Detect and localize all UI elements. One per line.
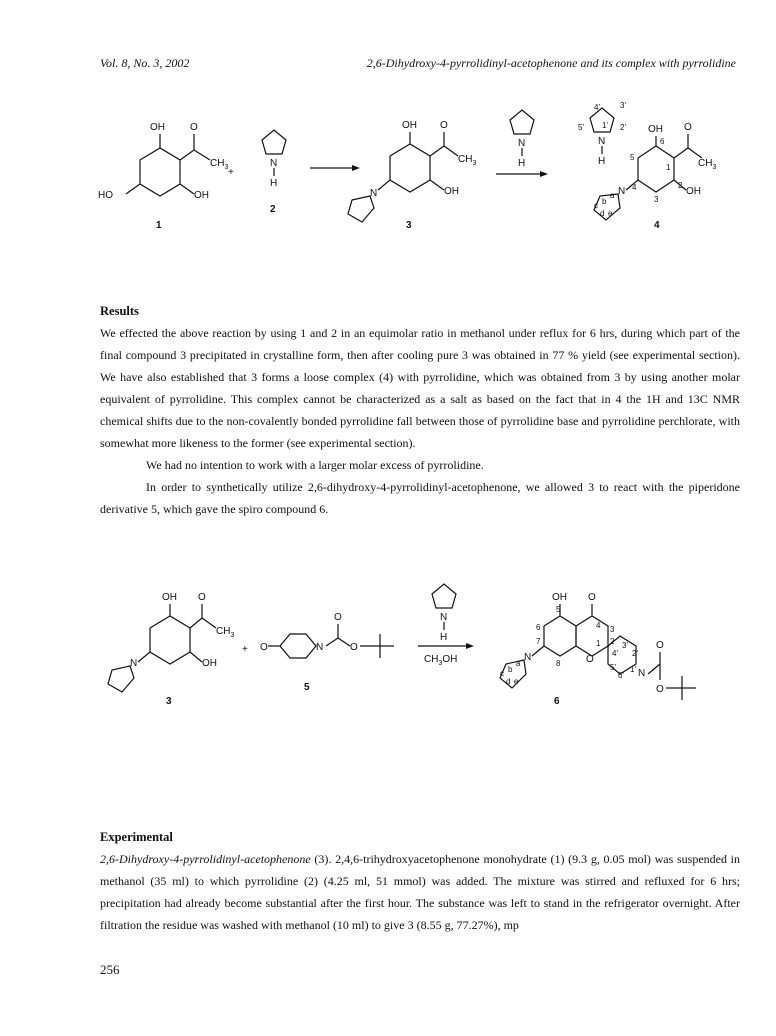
compound-6-structure bbox=[500, 592, 696, 707]
svg-text:7: 7 bbox=[536, 637, 541, 646]
svg-text:O: O bbox=[656, 684, 664, 695]
svg-text:3: 3 bbox=[610, 625, 615, 634]
compound-3-structure bbox=[348, 120, 476, 231]
scheme2-compound-3-structure bbox=[108, 592, 234, 707]
compound-label-1: 1 bbox=[156, 220, 162, 231]
page-number: 256 bbox=[100, 962, 120, 977]
svg-text:CH3OH: $CH_3OH$ bbox=[424, 654, 458, 667]
compound-4-structure bbox=[578, 101, 716, 231]
svg-text:2: 2 bbox=[610, 637, 615, 646]
running-header-right: 2,6-Dihydroxy-4-pyrrolidinyl-acetophenone and its complex with pyrrolidine bbox=[366, 56, 736, 70]
svg-text:OH: OH bbox=[686, 186, 701, 197]
svg-text:N: N bbox=[518, 138, 526, 149]
svg-text:OH: OH bbox=[402, 120, 417, 131]
reaction-scheme-1 bbox=[90, 100, 730, 240]
svg-text:CH3: $CH_3$ bbox=[210, 158, 229, 171]
svg-text:3': 3' bbox=[620, 101, 626, 110]
running-header-left: Vol. 8, No. 3, 2002 bbox=[100, 56, 190, 70]
svg-text:O: O bbox=[586, 654, 594, 665]
svg-text:O: O bbox=[334, 612, 342, 623]
scheme2-pyrrolidine-reagent bbox=[432, 584, 456, 643]
svg-text:N: N bbox=[130, 658, 138, 669]
svg-text:1': 1' bbox=[602, 121, 608, 130]
svg-text:b: b bbox=[602, 197, 607, 206]
svg-text:HO: HO bbox=[98, 190, 113, 201]
svg-text:O: O bbox=[684, 122, 692, 133]
svg-text:4: 4 bbox=[632, 183, 637, 192]
svg-text:4': 4' bbox=[612, 649, 618, 658]
svg-text:CH3: $CH_3$ bbox=[458, 154, 477, 167]
svg-text:+: + bbox=[242, 644, 248, 655]
svg-text:8: 8 bbox=[556, 659, 561, 668]
experimental-paragraph bbox=[100, 848, 740, 936]
svg-text:O: O bbox=[350, 642, 358, 653]
svg-text:N: N bbox=[370, 188, 378, 199]
results-section bbox=[100, 300, 740, 520]
results-paragraph-3: In order to synthetically utilize 2,6-dihydroxy-4-pyrrolidinyl-acetophenone, we allowed 3 to react with the piperidone derivative 5, which gave the spiro compound 6. bbox=[100, 480, 740, 516]
svg-text:+: + bbox=[228, 167, 234, 178]
svg-text:O: O bbox=[588, 592, 596, 603]
svg-text:H: H bbox=[598, 156, 606, 167]
svg-text:N: N bbox=[524, 652, 532, 663]
svg-text:N: N bbox=[270, 158, 278, 169]
svg-text:3: 3 bbox=[654, 195, 659, 204]
svg-text:5: 5 bbox=[556, 605, 561, 614]
svg-text:3': 3' bbox=[622, 641, 628, 650]
svg-text:5': 5' bbox=[578, 123, 584, 132]
svg-text:H: H bbox=[270, 178, 278, 189]
experimental-compound-title: 2,6-Dihydroxy-4-pyrrolidinyl-acetophenone bbox=[100, 852, 311, 866]
compound-label-4: 4 bbox=[654, 220, 660, 231]
svg-text:e: e bbox=[514, 677, 519, 686]
svg-text:O: O bbox=[440, 120, 448, 131]
scheme2-label-5: 5 bbox=[304, 682, 310, 693]
compound-2-structure bbox=[262, 130, 286, 215]
compound-5-structure bbox=[260, 612, 394, 693]
compound-label-2: 2 bbox=[270, 204, 276, 215]
experimental-heading: Experimental bbox=[100, 830, 173, 844]
svg-text:1: 1 bbox=[666, 163, 671, 172]
svg-text:H: H bbox=[440, 632, 448, 643]
svg-text:a: a bbox=[610, 191, 615, 200]
svg-text:O: O bbox=[198, 592, 206, 603]
svg-text:6: 6 bbox=[536, 623, 541, 632]
svg-text:c: c bbox=[594, 201, 598, 210]
svg-text:CH3: $CH_3$ bbox=[216, 626, 235, 639]
svg-text:a: a bbox=[516, 659, 521, 668]
svg-text:OH: OH bbox=[150, 122, 165, 133]
svg-text:OH: OH bbox=[162, 592, 177, 603]
svg-text:CH3: $CH_3$ bbox=[698, 158, 717, 171]
svg-text:5: 5 bbox=[630, 153, 635, 162]
svg-text:4': 4' bbox=[594, 103, 600, 112]
svg-text:2': 2' bbox=[620, 123, 626, 132]
svg-text:1: 1 bbox=[596, 639, 601, 648]
svg-text:e: e bbox=[608, 209, 613, 218]
scheme2-label-3: 3 bbox=[166, 696, 172, 707]
reaction-scheme-2 bbox=[90, 580, 730, 720]
results-paragraph-2: We had no intention to work with a larger molar excess of pyrrolidine. bbox=[146, 458, 484, 472]
svg-text:O: O bbox=[260, 642, 268, 653]
results-paragraph-1: We effected the above reaction by using 1 and 2 in an equimolar ratio in methanol under reflux for 6 hrs, during which part of the final compound 3 precipitated in crystalline form, then after cooling pure 3 was obtained in 77 % yield (see experimental section). We have also established that 3 forms a loose complex (4) with pyrrolidine, which was obtained from 3 by using another molar equivalent of pyrrolidine. This complex cannot be characterized as a salt as based on the fact that in 4 the 1H and 13C NMR chemical shifts due to the non-covalently bonded pyrrolidine fall between those of pyrrolidine base and pyrrolidine perchlorate, with somewhat more likeness to the former (see experimental section). bbox=[100, 326, 740, 450]
svg-text:N: N bbox=[440, 612, 448, 623]
svg-text:N: N bbox=[598, 136, 606, 147]
svg-text:d: d bbox=[506, 677, 511, 686]
svg-text:6': 6' bbox=[618, 671, 624, 680]
svg-text:4: 4 bbox=[596, 621, 601, 630]
svg-text:1': 1' bbox=[630, 665, 636, 674]
svg-text:N: N bbox=[316, 642, 324, 653]
svg-text:OH: OH bbox=[194, 190, 209, 201]
svg-text:H: H bbox=[518, 158, 526, 169]
svg-text:OH: OH bbox=[648, 124, 663, 135]
experimental-section bbox=[100, 826, 740, 936]
results-heading: Results bbox=[100, 304, 139, 318]
compound-label-3: 3 bbox=[406, 220, 412, 231]
pyrrolidine-reagent bbox=[510, 110, 534, 169]
svg-text:O: O bbox=[656, 640, 664, 651]
svg-text:N: N bbox=[618, 186, 626, 197]
svg-text:d: d bbox=[600, 209, 605, 218]
svg-text:O: O bbox=[190, 122, 198, 133]
svg-text:OH: OH bbox=[552, 592, 567, 603]
svg-text:c: c bbox=[500, 669, 504, 678]
svg-text:2: 2 bbox=[678, 181, 683, 190]
experimental-body: 2,4,6-trihydroxyacetophenone monohydrate (1) (9.3 g, 0.05 mol) was suspended in methanol (35 ml) to which pyrrolidine (2) (4.25 ml, 51 mmol) was added. The mixture was stirred and refluxed for 6 hrs; precipitation had already become substantial after the first hour. The substance was left to stand in the refrigerator overnight. After filtration the residue was washed with methanol (10 ml) to give 3 (8.55 g, 77.27%), mp bbox=[100, 852, 741, 932]
svg-text:OH: OH bbox=[444, 186, 459, 197]
svg-text:OH: OH bbox=[202, 658, 217, 669]
svg-text:b: b bbox=[508, 665, 513, 674]
svg-text:2': 2' bbox=[632, 649, 638, 658]
svg-text:N: N bbox=[638, 668, 646, 679]
svg-text:5': 5' bbox=[610, 663, 616, 672]
experimental-compound-label: (3). bbox=[314, 852, 332, 866]
svg-text:6: 6 bbox=[660, 137, 665, 146]
compound-1-structure bbox=[98, 122, 228, 231]
scheme2-label-6: 6 bbox=[554, 696, 560, 707]
